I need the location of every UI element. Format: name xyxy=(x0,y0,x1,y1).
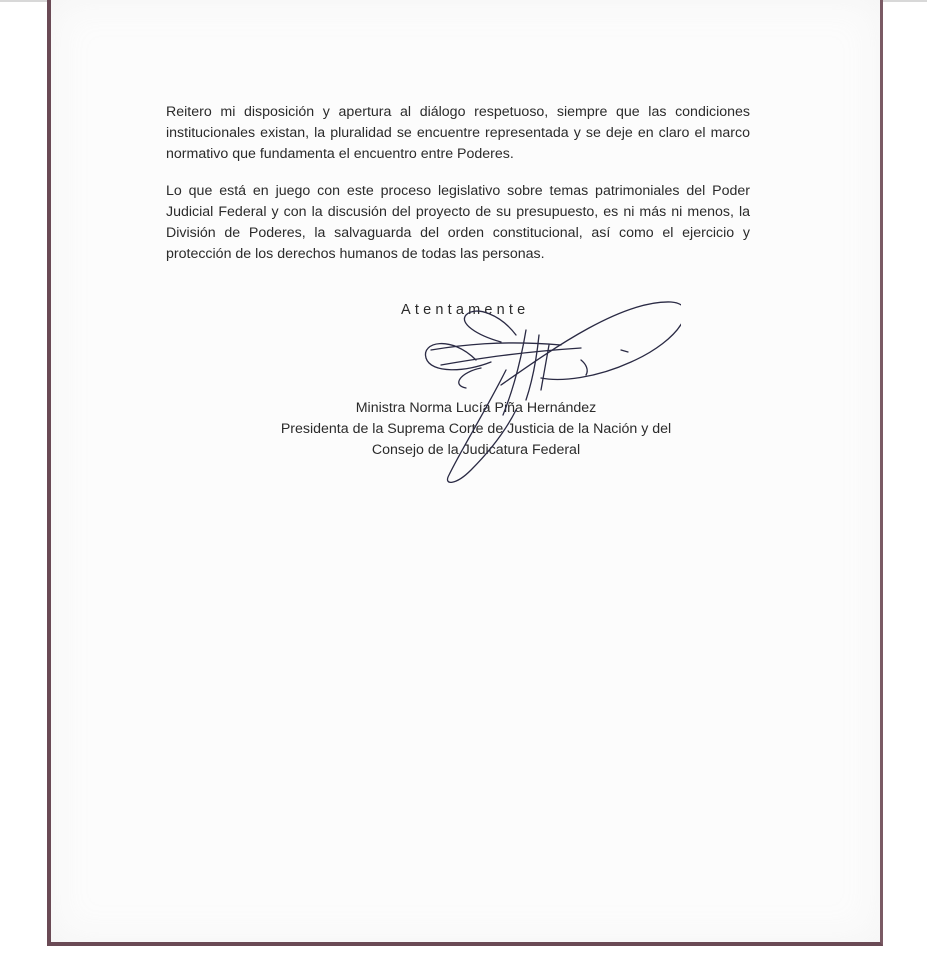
signatory-title-line1: Presidenta de la Suprema Corte de Justicia de la Nación y del xyxy=(280,421,672,437)
closing-salutation: Atentamente xyxy=(401,302,530,318)
signatory-block xyxy=(241,398,711,461)
paragraph-separation-of-powers: Lo que está en juego con este proceso legislativo sobre temas patrimoniales del Poder Judicial Federal y con la discusión del proyecto de su presupuesto, es ni más ni menos, la División de Poderes, la salvaguarda del orden constitucional, así como el ejercicio y protección de los derechos humanos de todas las personas. xyxy=(166,183,750,262)
paragraph-dialogue: Reitero mi disposición y apertura al diálogo respetuoso, siempre que las condiciones institucionales existan, la pluralidad se encuentre representada y se deje en claro el marco normativo que fundamenta el encuentro entre Poderes. xyxy=(166,104,750,162)
signatory-name: Ministra Norma Lucía Piña Hernández xyxy=(355,400,597,416)
document-page xyxy=(47,0,883,946)
signatory-title-line2: Consejo de la Judicatura Federal xyxy=(371,442,581,458)
